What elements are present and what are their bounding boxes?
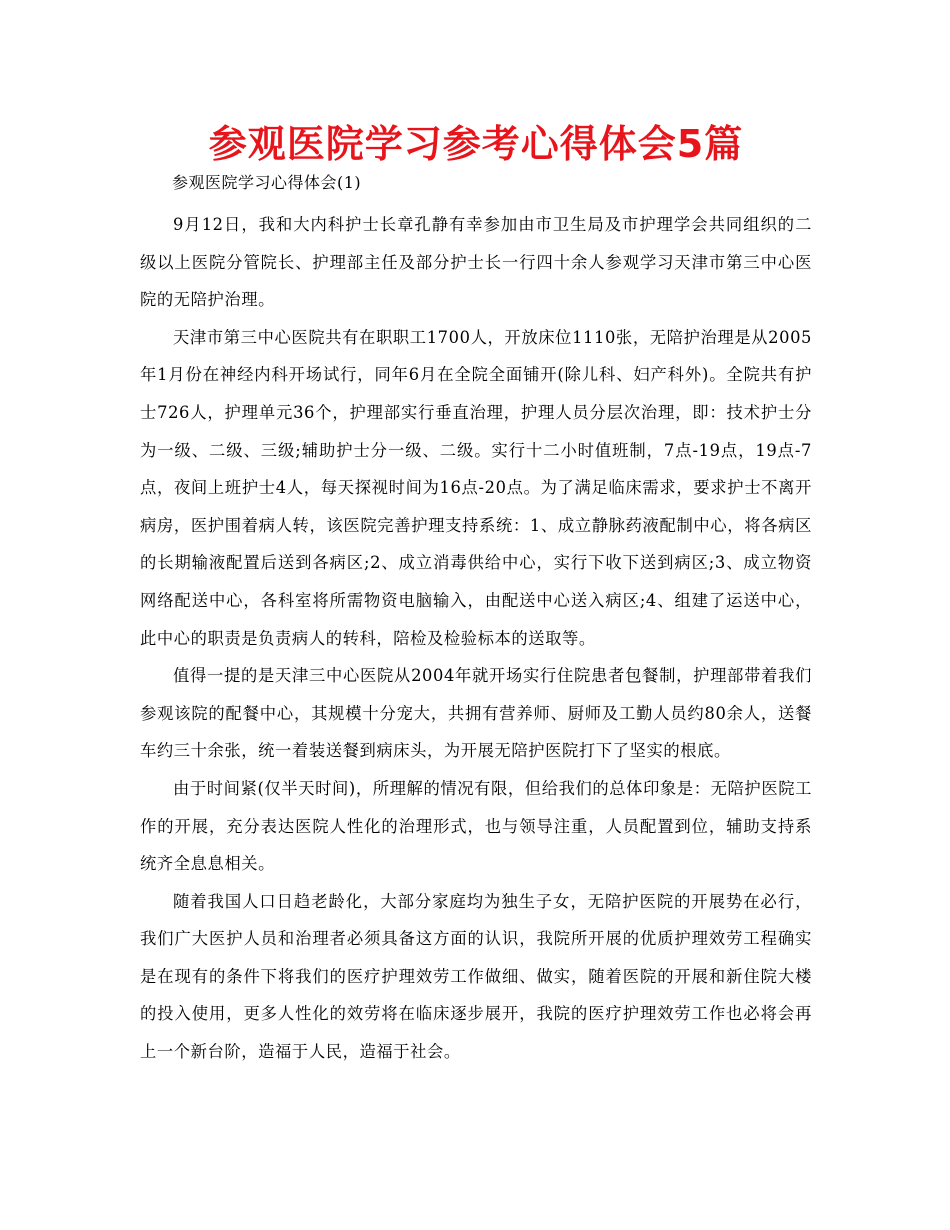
document-page <box>140 118 812 1071</box>
document-title: 参观医院学习参考心得体会5篇 <box>208 122 744 166</box>
paragraph-5: 随着我国人口日趋老龄化，大部分家庭均为独生子女，无陪护医院的开展势在必行，我们广大医护人员和治理者必须具备这方面的认识，我院所开展的优质护理效劳工程确实是在现有的条件下将我们的医疗护理效劳工作做细、做实，随着医院的开展和新住院大楼的投入使用，更多人性化的效劳将在临床逐步展开，我院的医疗护理效劳工作也必将会再上一个新台阶，造福于人民，造福于社会。 <box>140 891 812 1062</box>
paragraph-1: 9月12日，我和大内科护士长章孔静有幸参加由市卫生局及市护理学会共同组织的二级以上医院分管院长、护理部主任及部分护士长一行四十余人参观学习天津市第三中心医院的无陪护治理。 <box>140 215 812 310</box>
document-subtitle: 参观医院学习心得体会(1) <box>172 173 362 192</box>
paragraph-4: 由于时间紧(仅半天时间)，所理解的情况有限，但给我们的总体印象是：无陪护医院工作的开展，充分表达医院人性化的治理形式，也与领导注重，人员配置到位，辅助支持系统齐全息息相关。 <box>140 778 812 874</box>
paragraph-3: 值得一提的是天津三中心医院从2004年就开场实行住院患者包餐制，护理部带着我们参观该院的配餐中心，其规模十分宠大，共拥有营养师、厨师及工勤人员约80余人，送餐车约三十余张，统一着装送餐到病床头，为开展无陪护医院打下了坚实的根底。 <box>140 666 812 761</box>
paragraph-2: 天津市第三中心医院共有在职职工1700人，开放床位1110张，无陪护治理是从2005年1月份在神经内科开场试行，同年6月在全院全面铺开(除儿科、妇产科外)。全院共有护士726人，护理单元36个，护理部实行垂直治理，护理人员分层次治理，即：技术护士分为一级、二级、三级;辅助护士分一级、二级。实行十二小时值班制，7点-19点，19点-7点，夜间上班护士4人，每天探视时间为16点-20点。为了满足临床需求，要求护士不离开病房，医护围着病人转，该医院完善护理支持系统：1、成立静脉药液配制中心，将各病区的长期输液配置后送到各病区;2、成立消毒供给中心，实行下收下送到病区;3、成立物资网络配送中心，各科室将所需物资电脑输入，由配送中心送入病区;4、组建了运送中心，此中心的职责是负责病人的转科，陪检及检验标本的送取等。 <box>140 327 812 648</box>
document-body <box>140 206 812 1071</box>
